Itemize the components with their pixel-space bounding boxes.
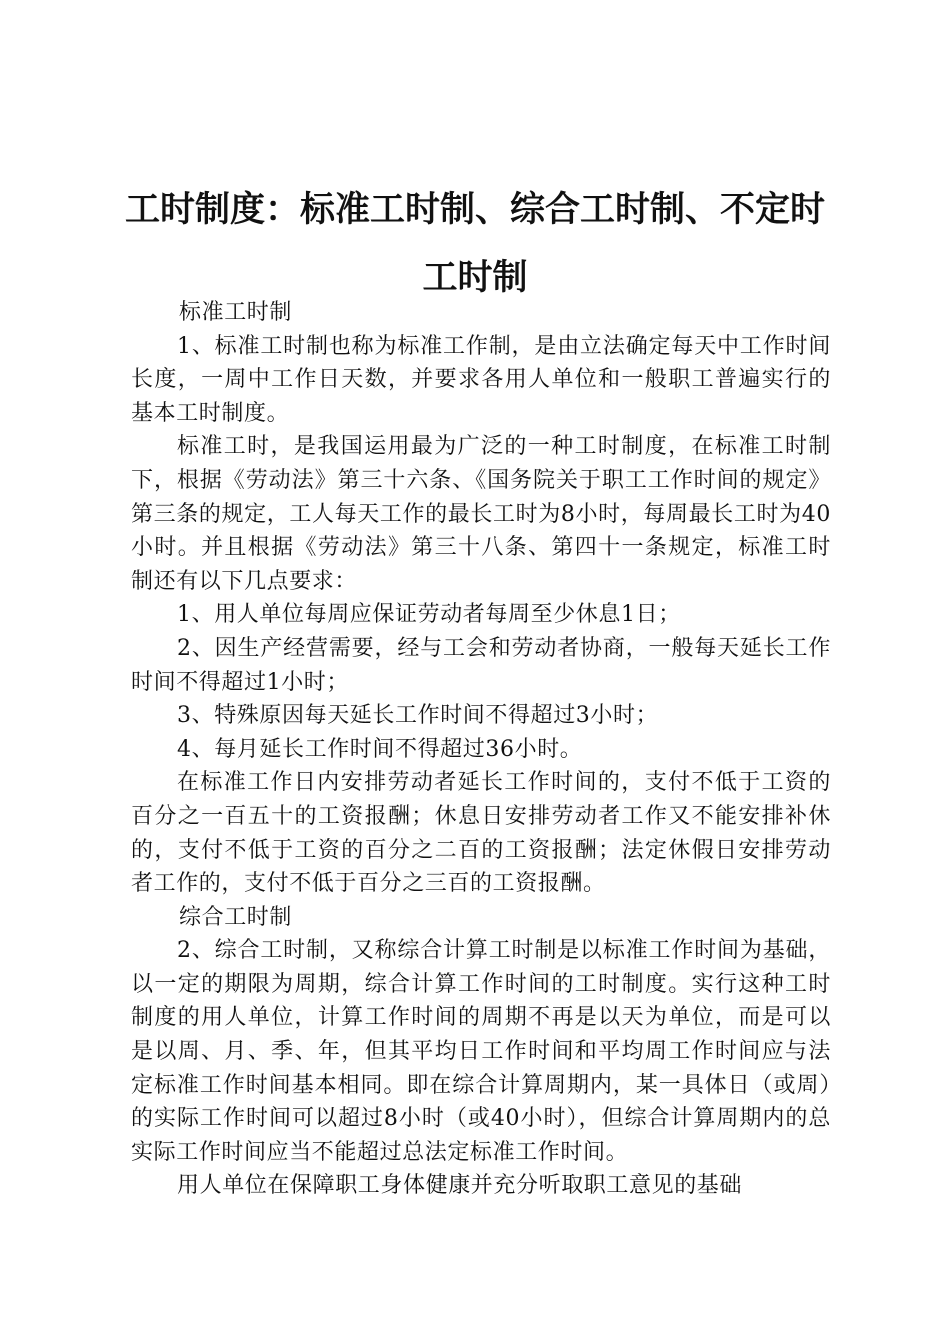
paragraph: 用人单位在保障职工身体健康并充分听取职工意见的基础 — [177, 1173, 743, 1199]
document-body — [131, 296, 831, 1203]
section-heading-standard: 标准工时制 — [179, 300, 293, 325]
list-item: 4、每月延长工作时间不得超过36小时。 — [177, 736, 583, 762]
paragraph: 2、综合工时制，又称综合计算工时制是以标准工作时间为基础，以一定的期限为周期，综合计算工作时间的工时制度。实行这种工时制度的用人单位，计算工作时间的周期不再是以天为单位，而是可以是以周、月、季、年，但其平均日工作时间和平均周工作时间应与法定标准工作时间基本相同。即在综合计算周期内，某一具体日（或周）的实际工作时间可以超过8小时（或40小时），但综合计算周期内的总实际工作时间应当不能超过总法定标准工作时间。 — [131, 938, 831, 1165]
document-title: 工时制度：标准工时制、综合工时制、不定时工时制 — [124, 190, 825, 298]
paragraph: 在标准工作日内安排劳动者延长工作时间的，支付不低于工资的百分之一百五十的工资报酬；休息日安排劳动者工作又不能安排补休的，支付不低于工资的百分之二百的工资报酬；法定休假日安排劳动者工作的，支付不低于百分之三百的工资报酬。 — [131, 770, 831, 897]
paragraph: 1、标准工时制也称为标准工作制，是由立法确定每天中工作时间长度，一周中工作日天数，并要求各用人单位和一般职工普遍实行的基本工时制度。 — [131, 333, 831, 426]
list-item: 1、用人单位每周应保证劳动者每周至少休息1日； — [177, 602, 681, 628]
list-item: 3、特殊原因每天延长工作时间不得超过3小时； — [177, 703, 659, 729]
paragraph: 标准工时，是我国运用最为广泛的一种工时制度，在标准工时制下，根据《劳动法》第三十六条、《国务院关于职工工作时间的规定》第三条的规定，工人每天工作的最长工时为8小时，每周最长工时为40小时。并且根据《劳动法》第三十八条、第四十一条规定，标准工时制还有以下几点要求： — [131, 434, 831, 594]
list-item: 2、因生产经营需要，经与工会和劳动者协商，一般每天延长工作时间不得超过1小时； — [131, 635, 831, 695]
section-heading-comprehensive: 综合工时制 — [179, 904, 293, 930]
